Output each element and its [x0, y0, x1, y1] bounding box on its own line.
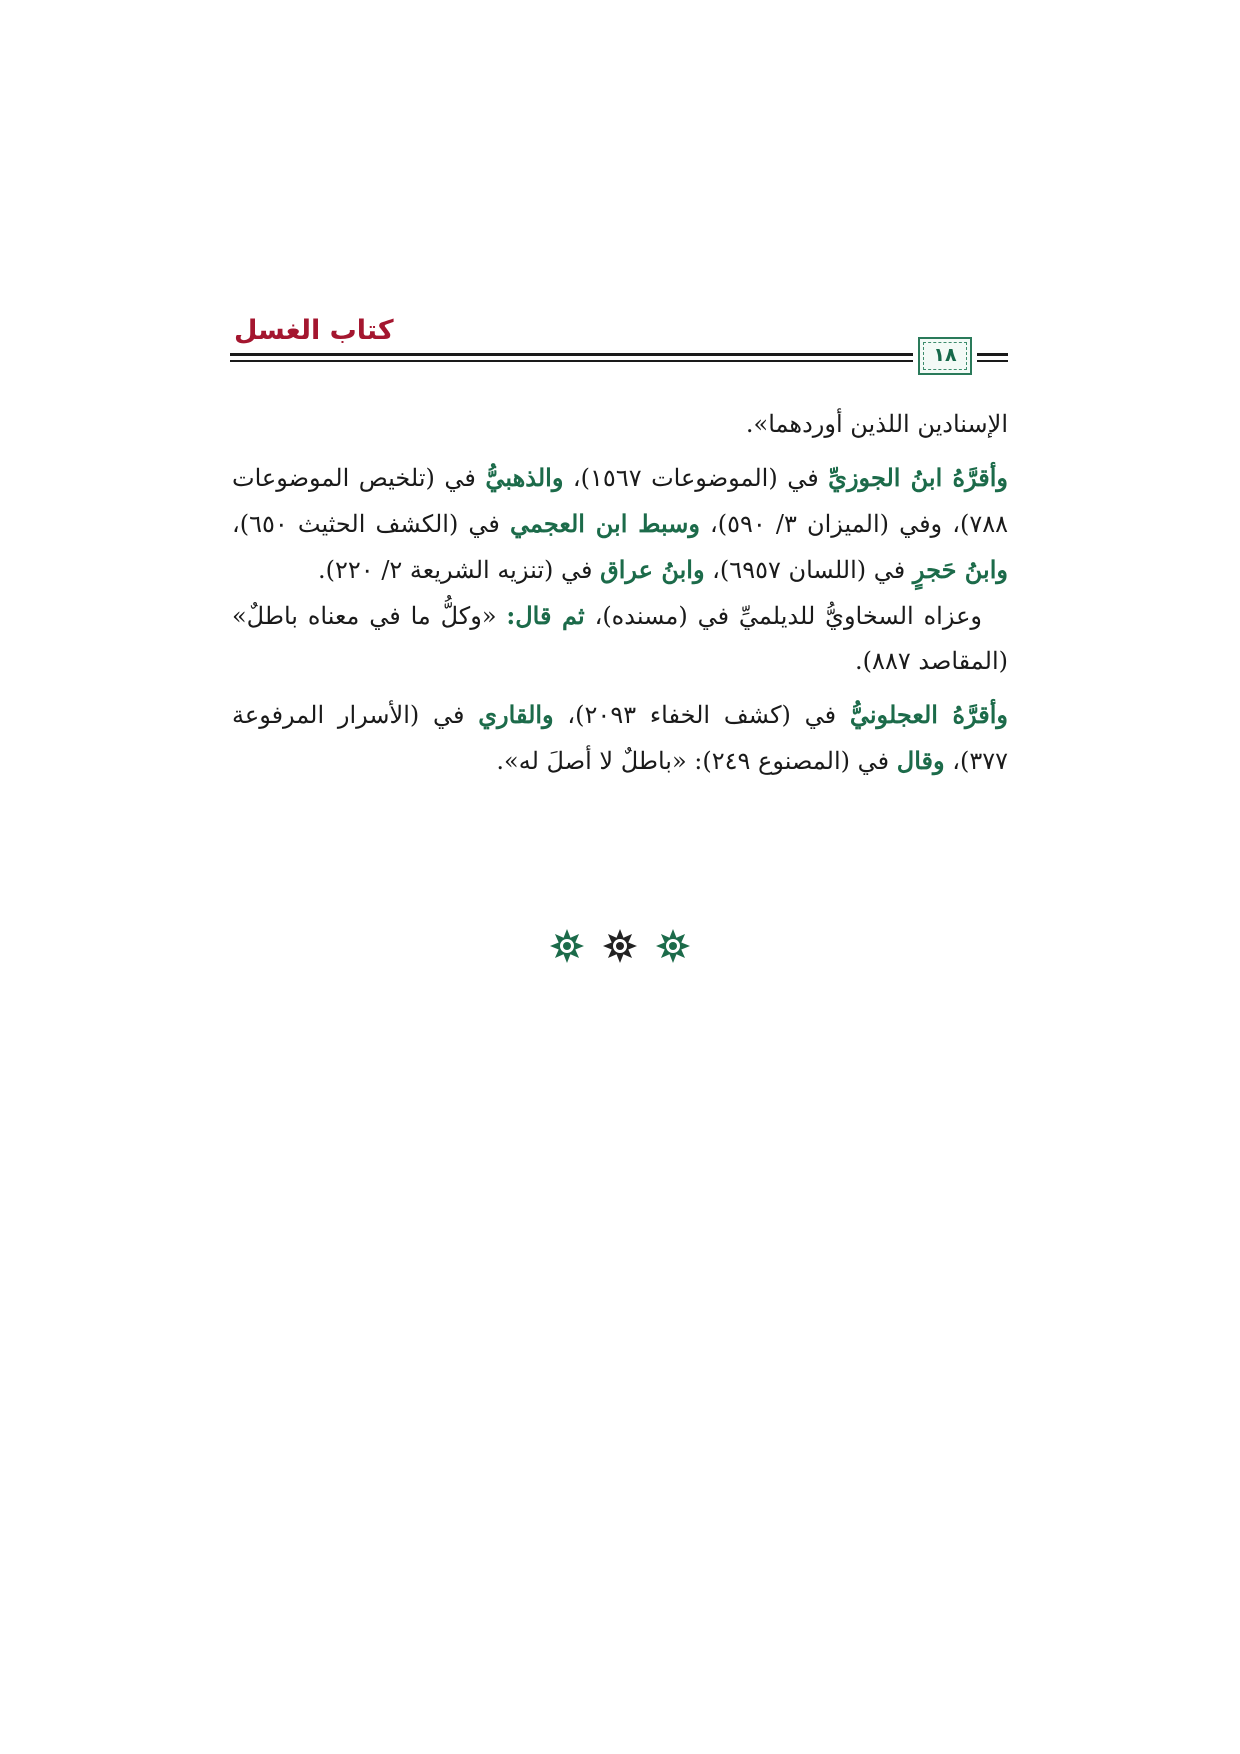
text-run: في (كشف الخفاء ٢٠٩٣)، [553, 701, 850, 729]
section-end-ornaments [0, 928, 1240, 968]
highlighted-reference: وأقرَّهُ ابنُ الجوزيِّ [828, 463, 1009, 492]
highlighted-reference: وأقرَّهُ العجلونيُّ [849, 700, 1008, 729]
star-flower-ornament-icon [655, 928, 691, 964]
header-rule-right-top [977, 353, 1008, 356]
header-rule-bottom [230, 360, 913, 362]
body-text [232, 402, 1008, 784]
page-number: ١٨ [933, 344, 957, 366]
highlighted-reference: والذهبيُّ [485, 463, 564, 492]
text-run: في (تنزيه الشريعة ٢/ ٢٢٠). [318, 556, 601, 584]
star-flower-ornament-icon [549, 928, 585, 964]
paragraph-4 [232, 692, 1008, 784]
text-run: في (اللسان ٦٩٥٧)، [704, 556, 913, 584]
text-run: في (الكشف الحثيث ٦٥٠)، [232, 510, 511, 538]
text-run: في (تلخيص الموضوعات ٧٨٨)، وفي (الميزان ٣/ ٥٩٠)، [232, 464, 1009, 538]
book-title: كتاب الغسل [234, 315, 394, 346]
highlighted-reference: وقال [896, 746, 945, 775]
paragraph-2 [232, 455, 1008, 593]
page-number-frame [918, 337, 972, 375]
header-rule-right-bottom [977, 360, 1008, 362]
text-run: في (الموضوعات ١٥٦٧)، [563, 464, 829, 492]
paragraph-3 [232, 593, 1008, 684]
text-run: في (الأسرار المرفوعة ٣٧٧)، [232, 701, 1008, 775]
page-header [230, 315, 1008, 375]
highlighted-reference: ثم قال: [506, 601, 585, 630]
highlighted-reference: وابنُ حَجرٍ [912, 555, 1008, 584]
highlighted-reference: والقاري [478, 700, 554, 729]
star-flower-ornament-icon [602, 928, 638, 964]
text-run: في (المصنوع ٢٤٩): «باطلٌ لا أصلَ له». [496, 747, 897, 775]
paragraph-1 [232, 402, 1008, 447]
text-run: الإسنادين اللذين أوردهما». [745, 410, 1008, 438]
text-run: وعزاه السخاويُّ للديلميِّ في (مسنده)، [584, 602, 982, 630]
highlighted-reference: وابنُ عراق [600, 555, 705, 584]
text-run: «وكلُّ ما في معناه باطلٌ» (المقاصد ٨٨٧). [232, 602, 1008, 675]
highlighted-reference: وسبط ابن العجمي [510, 509, 700, 538]
header-rule-top [230, 353, 913, 356]
